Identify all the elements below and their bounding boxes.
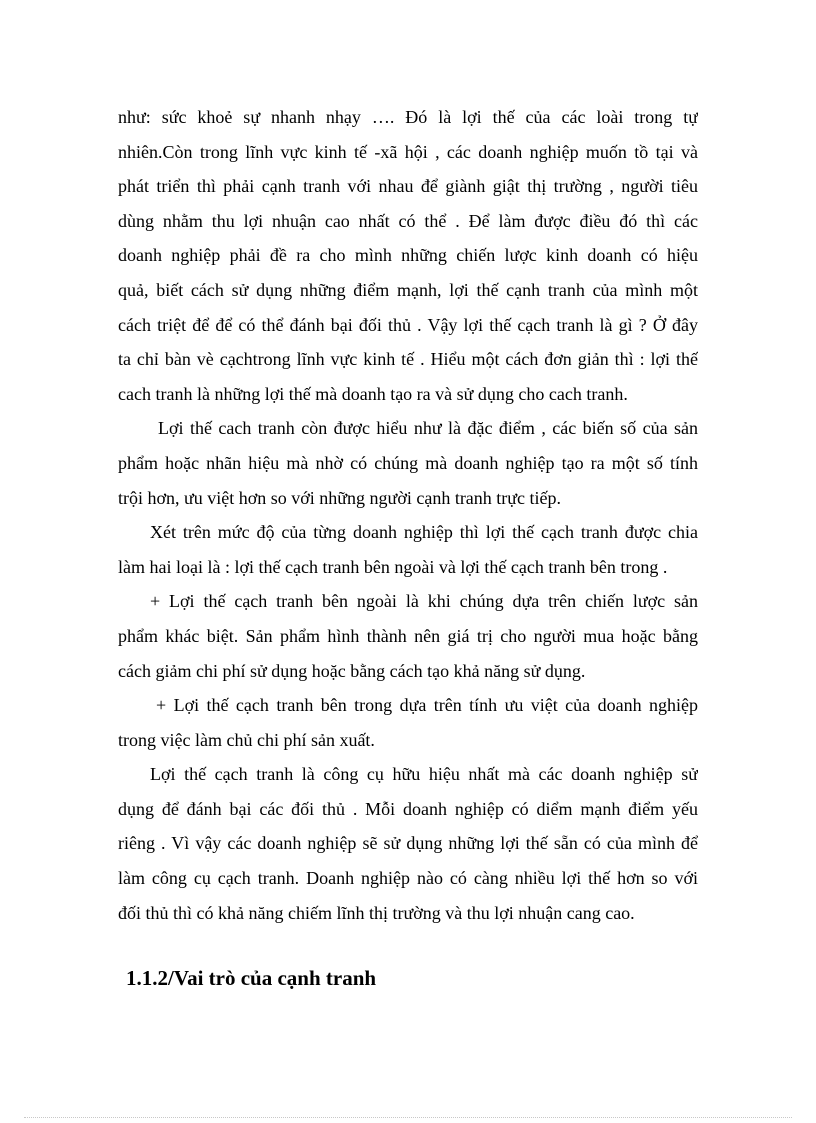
text-line: + Lợi thế cạch tranh bên trong dựa trên tính ưu việt của doanh nghiệp [156, 695, 698, 716]
text-line: phẩm hoặc nhãn hiệu mà nhờ có chúng mà doanh nghiệp tạo ra một số tính [118, 452, 698, 473]
text-line: phát triển thì phải cạnh tranh với nhau để giành giật thị trường , người tiêu [118, 176, 698, 197]
text-line: nhiên.Còn trong lĩnh vực kinh tế -xã hội , các doanh nghiệp muốn tồ tại và [118, 141, 698, 162]
text-line: cach tranh là những lợi thế mà doanh tạo ra và sử dụng cho cach tranh. [118, 383, 628, 404]
text-line: như: sức khoẻ sự nhanh nhạy …. Đó là lợi thế của các loài trong tự [118, 107, 698, 127]
text-line: trội hơn, ưu việt hơn so với những người cạnh tranh trực tiếp. [118, 487, 562, 508]
text-line: doanh nghiệp phải đề ra cho mình những chiến lược kinh doanh có hiệu [118, 245, 698, 266]
text-line: làm công cụ cạch tranh. Doanh nghiệp nào có càng nhiều lợi thế hơn so với [118, 868, 698, 889]
text-line: Lợi thế cạch tranh là công cụ hữu hiệu nhất mà các doanh nghiệp sử [150, 764, 698, 785]
text-line: trong việc làm chủ chi phí sản xuất. [118, 729, 375, 750]
text-line: dùng nhằm thu lợi nhuận cao nhất có thể . Để làm được điều đó thì các [118, 210, 698, 231]
text-line: ta chỉ bàn vè cạchtrong lĩnh vực kinh tế . Hiểu một cách đơn giản thì : lợi thế [118, 349, 698, 370]
text-line: đối thủ thì có khả năng chiếm lĩnh thị trường và thu lợi nhuận cang cao. [118, 902, 635, 923]
text-line: làm hai loại là : lợi thế cạch tranh bên ngoài và lợi thế cạch tranh bên trong . [118, 556, 668, 577]
page-bottom-rule [24, 1117, 792, 1118]
text-line: riêng . Vì vậy các doanh nghiệp sẽ sử dụng những lợi thế sẵn có của mình để [118, 833, 698, 854]
text-line: Lợi thế cach tranh còn được hiểu như là đặc điểm , các biến số của sản [158, 418, 698, 439]
text-line: quả, biết cách sử dụng những điểm mạnh, lợi thế cạnh tranh của mình một [118, 279, 698, 300]
text-line: dụng để đánh bại các đối thủ . Mỗi doanh nghiệp có diểm mạnh điểm yếu [118, 798, 698, 819]
text-line: Xét trên mức độ của từng doanh nghiệp thì lợi thế cạch tranh được chia [150, 522, 698, 543]
text-line: cách triệt để để có thể đánh bại đối thủ . Vậy lợi thế cạch tranh là gì ? Ở đây [118, 314, 698, 335]
section-heading: 1.1.2/Vai trò của cạnh tranh [126, 966, 377, 990]
text-line: phẩm khác biệt. Sản phẩm hình thành nên giá trị cho người mua hoặc bằng [118, 625, 698, 646]
text-line: cách giảm chi phí sử dụng hoặc bằng cách tạo khả năng sử dụng. [118, 660, 586, 681]
body-text [118, 100, 698, 930]
text-line: + Lợi thế cạch tranh bên ngoài là khi chúng dựa trên chiến lược sản [150, 591, 698, 612]
